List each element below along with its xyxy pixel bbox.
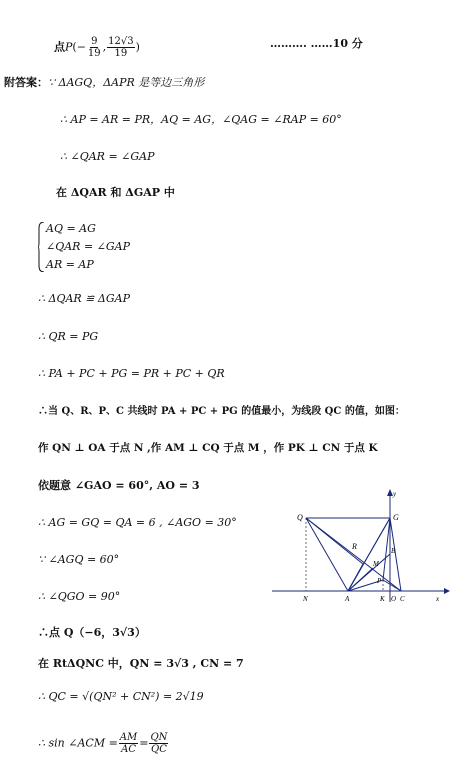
proof-line: ∴ PA + PC + PG = PR + PC + QR bbox=[38, 367, 225, 380]
proof-line: 在 ΔQAR 和 ΔGAP 中 bbox=[56, 186, 175, 199]
answer-heading: 附答案：∵ ΔAGQ，ΔAPR 是等边三角形 bbox=[4, 76, 205, 89]
label-o: O bbox=[391, 595, 397, 603]
point-p-line: 点P(− $\frac{9}{19}$ , $\frac{12√3}{19}$ ) bbox=[54, 36, 140, 59]
label-g: G bbox=[393, 513, 399, 522]
label-n: N bbox=[303, 595, 308, 603]
geometry-figure bbox=[270, 486, 450, 604]
system-row: AQ = AG bbox=[46, 222, 96, 235]
proof-line: ∴ QR = PG bbox=[38, 330, 99, 343]
fraction: $\frac{QN}{QC}$ bbox=[150, 732, 168, 755]
proof-line: ∴当 Q、R、P、C 共线时 PA + PC + PG 的值最小，为线段 QC 的值，如图： bbox=[38, 406, 405, 417]
system-row: AR = AP bbox=[46, 258, 94, 271]
proof-line: ∴ ∠QGO = 90° bbox=[38, 590, 121, 603]
proof-line: 在 RtΔQNC 中，QN = 3√3 , CN = 7 bbox=[38, 657, 244, 670]
proof-line: 依题意 ∠GAO = 60°, AO = 3 bbox=[38, 479, 200, 492]
brace bbox=[38, 222, 44, 272]
label-q: Q bbox=[297, 513, 303, 522]
proof-line: ∴ QC = √(QN² + CN²) = 2√19 bbox=[38, 690, 204, 703]
label-y: y bbox=[393, 490, 397, 498]
proof-line: ∴ sin ∠ACM = $\frac{AM}{AC}$ = $\frac{QN}{QC}$ bbox=[38, 732, 168, 755]
system-row: ∠QAR = ∠GAP bbox=[46, 240, 131, 253]
label-k: K bbox=[380, 595, 385, 603]
label-b: B bbox=[391, 547, 396, 555]
label-r: R bbox=[352, 542, 357, 551]
proof-line: ∴ AP = AR = PR，AQ = AG，∠QAG = ∠RAP = 60° bbox=[60, 113, 342, 126]
fraction: $\frac{12√3}{19}$ bbox=[108, 36, 134, 59]
label-x: x bbox=[436, 595, 440, 603]
label-c: C bbox=[400, 595, 405, 603]
proof-line: ∴ ∠QAR = ∠GAP bbox=[60, 150, 155, 163]
proof-line: ∴点 Q（−6，3√3） bbox=[38, 626, 146, 639]
label-p: P bbox=[377, 577, 382, 585]
score-label: ………. ……10 分 bbox=[270, 37, 363, 50]
x-axis-arrow bbox=[444, 588, 450, 594]
proof-line: ∴ AG = GQ = QA = 6 , ∠AGO = 30° bbox=[38, 516, 237, 529]
proof-line: ∵ ∠AGQ = 60° bbox=[38, 553, 120, 566]
proof-line: 作 QN ⊥ OA 于点 N ,作 AM ⊥ CQ 于点 M ，作 PK ⊥ CN 于点 K bbox=[38, 442, 378, 454]
label-m: M bbox=[373, 560, 379, 568]
fraction: $\frac{AM}{AC}$ bbox=[119, 732, 138, 755]
fraction: $\frac{9}{19}$ bbox=[87, 36, 101, 59]
proof-line: ∴ ΔQAR ≌ ΔGAP bbox=[38, 292, 130, 305]
label-a: A bbox=[345, 595, 350, 603]
